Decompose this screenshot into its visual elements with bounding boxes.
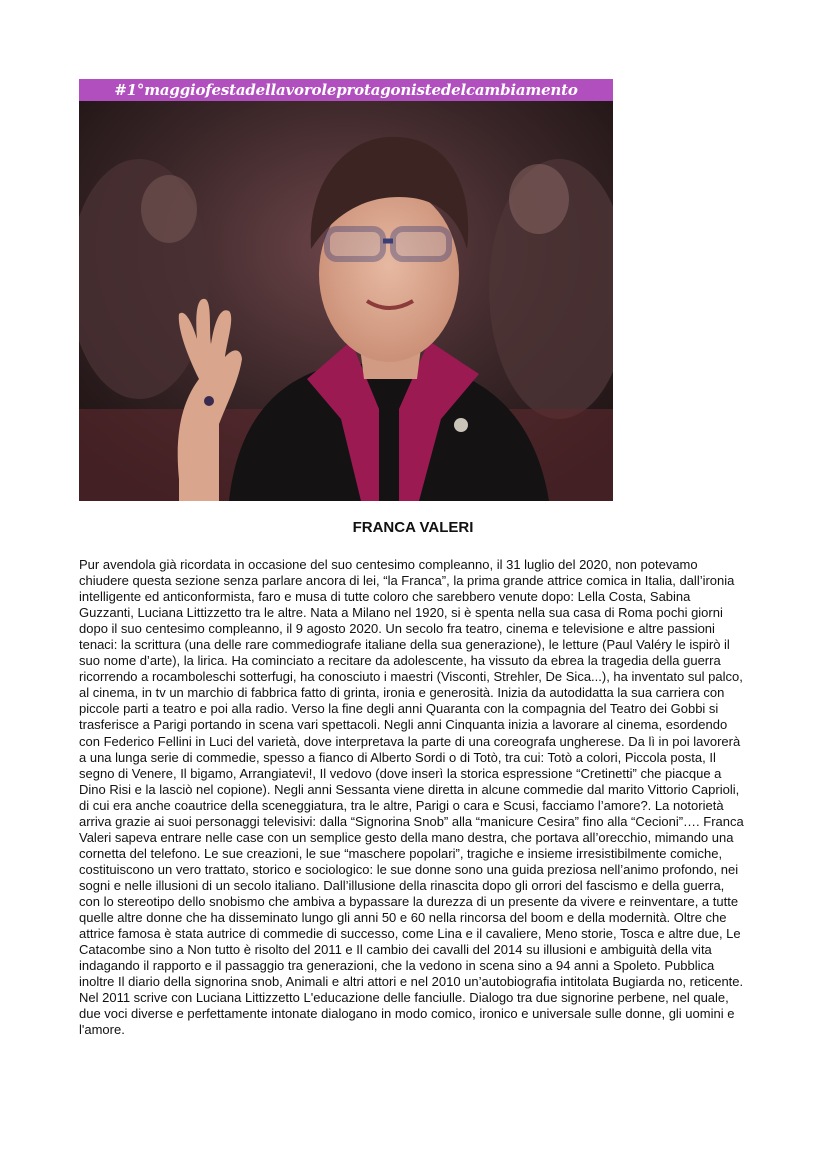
article-body: Pur avendola già ricordata in occasione del suo centesimo compleanno, il 31 luglio del 2020, non potevamo chiudere questa sezione senza parlare ancora di lei, “la Franca”, la prima grande attrice comica in Italia, dall’ironia intelligente ed anticonformista, faro e musa di tutte coloro che sarebbero venute dopo: Lella Costa, Sabina Guzzanti, Luciana Littizzetto tra le altre. Nata a Milano nel 1920, si è spenta nella sua casa di Roma pochi giorni dopo il suo centesimo compleanno, il 9 agosto 2020. Un secolo fra teatro, cinema e televisione e altre passioni tenaci: la scrittura (una delle rare commediografe italiane della sua generazione), le letture (Paul Valéry le ispirò il suo nome d’arte), la lirica. Ha cominciato a recitare da adolescente, ha vissuto da ebrea la tragedia della guerra ricorrendo a rocamboleschi sotterfugi, ha conosciuto i maestri (Visconti, Strehler, De Sica...), ha inventato sul palco, al cinema, in tv un marchio di fabbrica fatto di grinta, ironia e generosità. Inizia da autodidatta la sua carriera con piccole parti a teatro e poi alla radio. Verso la fine degli anni Quaranta con la compagnia del Teatro dei Gobbi si trasferisce a Parigi portando in scena vari spettacoli. Negli anni Cinquanta inizia a lavorare al cinema, esordendo con Federico Fellini in Luci del varietà, dove interpretava la parte di una coreografa ungherese. Da lì in poi lavorerà a una lunga serie di commedie, spesso a fianco di Alberto Sordi o di Totò, tra cui: Totò a colori, Piccola posta, Il segno di Venere, Il bigamo, Arrangiatevi!, Il vedovo (dove inserì la storica espressione “Cretinetti” che piacque a Dino Risi e la lasciò nel copione). Negli anni Sessanta viene diretta in alcune commedie dal marito Vittorio Caprioli, di cui era anche coautrice della sceneggiatura, tra le altre, Parigi o cara e Scusi, facciamo l’amore?. La notorietà arriva grazie ai suoi personaggi televisivi: dalla “Signorina Snob” alla “manicure Cesira” fino alla “Cecioni”…. Franca Valeri sapeva entrare nelle case con un semplice gesto della mano destra, che portava all’orecchio, mimando una cornetta del telefono. Le sue creazioni, le sue “maschere popolari”, tragiche e insieme irresistibilmente comiche, costituiscono un vero trattato, storico e sociologico: le sue donne sono una guida preziosa nell’animo profondo, nei sogni e nelle illusioni di un secolo italiano. Dall’illusione della rinascita dopo gli orrori del fascismo e della guerra, con lo stereotipo dello snobismo che ambiva a bypassare la durezza di un presente da vivere e reinventare, a tutte quelle altre donne che ha disseminato lungo gli anni 50 e 60 nella rincorsa del boom e della modernità. Oltre che attrice famosa è stata autrice di commedie di successo, come Lina e il cavaliere, Meno storie, Tosca e altre due, Le Catacombe sino a Non tutto è risolto del 2011 e Il cambio dei cavalli del 2014 su illusioni e ambiguità della vita indagando il rapporto e il passaggio tra generazioni, che la vedono in scena sino a 94 anni a Spoleto. Pubblica inoltre Il diario della signorina snob, Animali e altri attori e nel 2010 un’autobiografia intitolata Bugiarda no, reticente. Nel 2011 scrive con Luciana Littizzetto L'educazione delle fanciulle. Dialogo tra due signorine perbene, nel quale, due voci diverse e perfettamente intonate dialogano in modo comico, ironico e universale sulle donne, gli uomini e l'amore. [79,557,744,1038]
hashtag-banner: #1°maggiofestadellavoroleprotagonistedelcambiamento [79,79,613,101]
article-title: FRANCA VALERI [352,519,474,536]
portrait-illustration [79,79,613,501]
portrait-photo [79,79,613,501]
